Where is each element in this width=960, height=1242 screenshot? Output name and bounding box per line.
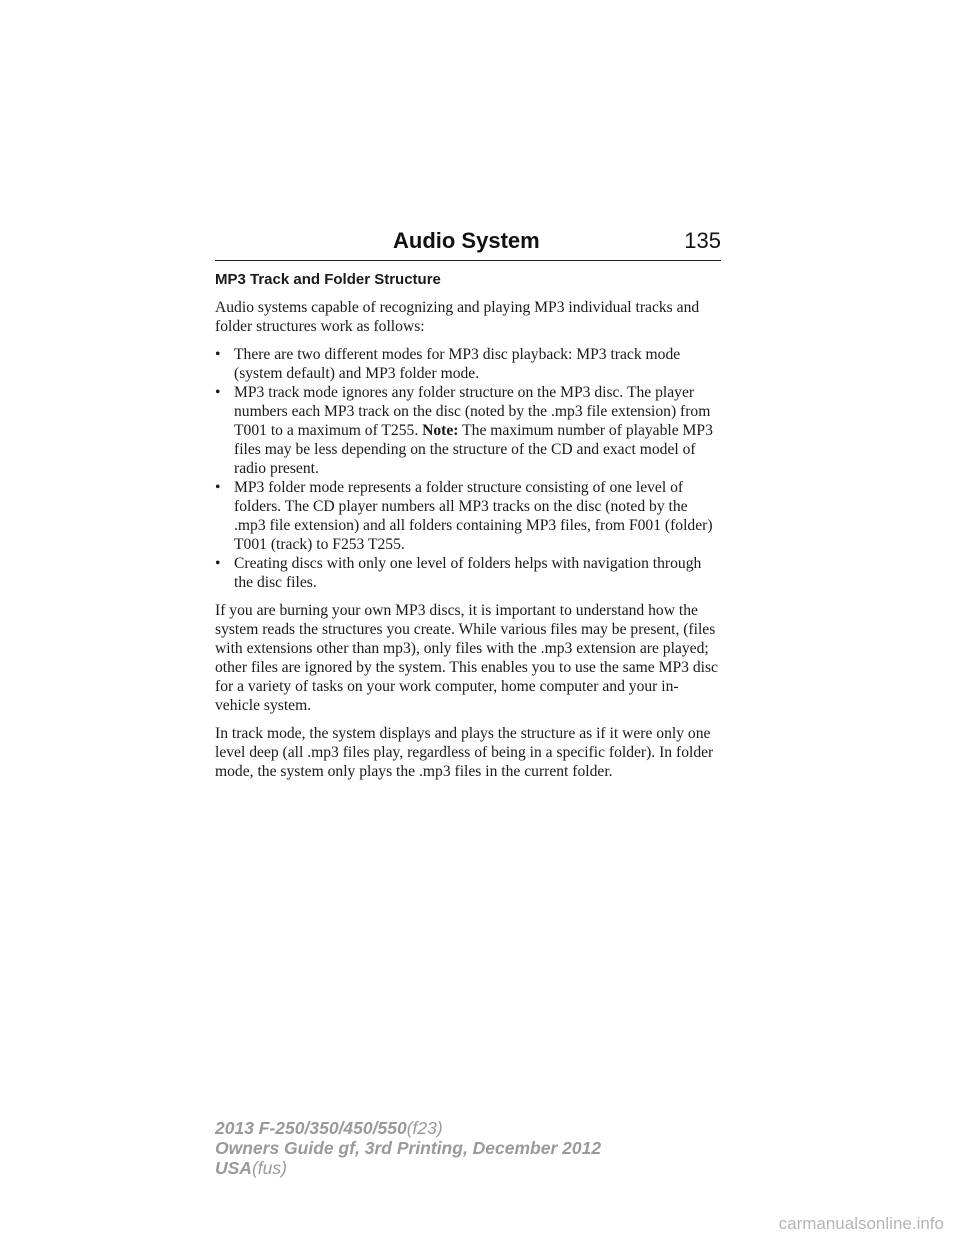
footer-model-code: (f23) (406, 1118, 443, 1138)
bullet-glyph: • (215, 555, 221, 572)
list-item (215, 554, 721, 592)
note-text: The maximum number of playable MP3 files may be less depending on the structure of the CD and exact model of radio present. (234, 422, 713, 477)
body-paragraph: In track mode, the system displays and plays the structure as if it were only one level deep (all .mp3 files play, regardless of being in a specific folder). In folder mode, the system only plays the .mp3 files in the current folder. (215, 725, 714, 780)
bullet-text: MP3 track mode ignores any folder structure on the MP3 disc. The player numbers each MP3 track on the disc (noted by the .mp3 file extension) from T001 to a maximum of T255. (234, 384, 711, 439)
section-heading: MP3 Track and Folder Structure (215, 271, 441, 288)
document-footer (215, 1118, 601, 1178)
page-content (215, 270, 721, 790)
bullet-text: Creating discs with only one level of folders helps with navigation through the disc files. (234, 555, 702, 591)
page-number: 135 (684, 228, 721, 253)
page-header (215, 228, 721, 261)
chapter-title: Audio System (393, 228, 540, 253)
list-item (215, 383, 721, 478)
watermark-text: carmanualsonline.info (778, 1214, 944, 1233)
bullet-text: There are two different modes for MP3 disc playback: MP3 track mode (system default) and MP3 folder mode. (234, 346, 681, 382)
intro-paragraph: Audio systems capable of recognizing and playing MP3 individual tracks and folder structures work as follows: (215, 299, 700, 335)
bullet-glyph: • (215, 479, 221, 496)
bullet-glyph: • (215, 346, 221, 363)
list-item (215, 345, 721, 383)
footer-line: Owners Guide gf, 3rd Printing, December 2012 (215, 1138, 602, 1158)
bullet-list (215, 345, 721, 592)
footer-model: 2013 F-250/350/450/550 (215, 1118, 407, 1138)
bullet-text: MP3 folder mode represents a folder structure consisting of one level of folders. The CD player numbers all MP3 tracks on the disc (noted by the .mp3 file extension) and all folders containing MP3 files, from F001 (folder) T001 (track) to F253 T255. (234, 479, 713, 553)
body-paragraph: If you are burning your own MP3 discs, it is important to understand how the system reads the structures you create. While various files may be present, (files with extensions other than mp3), only files with the .mp3 extension are played; other files are ignored by the system. This enables you to use the same MP3 disc for a variety of tasks on your work computer, home computer and your in-vehicle system. (215, 602, 718, 714)
list-item (215, 478, 721, 554)
note-label: Note: (422, 422, 459, 439)
footer-market-code: (fus) (251, 1158, 287, 1178)
bullet-glyph: • (215, 384, 221, 401)
footer-market: USA (215, 1158, 252, 1178)
footer-line (215, 1118, 601, 1138)
footer-line (215, 1158, 601, 1178)
